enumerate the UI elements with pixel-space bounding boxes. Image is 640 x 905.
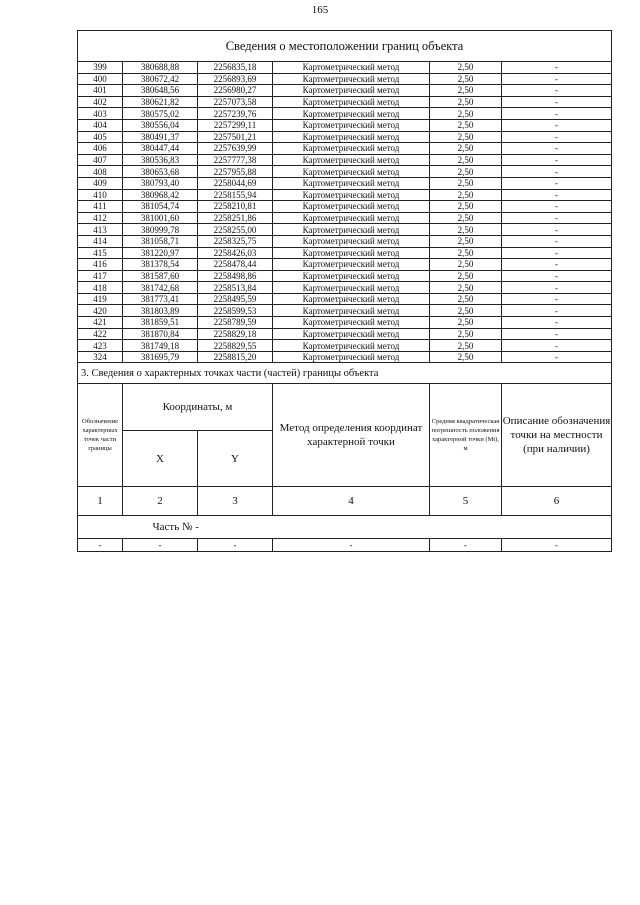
table-row [78, 351, 612, 363]
coord-y-cell: 2257501,21 [198, 131, 273, 143]
table-row [78, 131, 612, 143]
method-cell: Картометрический метод [273, 177, 430, 189]
coord-x-cell: 381749,18 [123, 340, 198, 352]
method-cell: Картометрический метод [273, 340, 430, 352]
accuracy-cell: 2,50 [430, 131, 502, 143]
accuracy-cell: 2,50 [430, 166, 502, 178]
description-cell: - [502, 305, 612, 317]
description-cell: - [502, 259, 612, 271]
table-row [78, 177, 612, 189]
table-row [78, 201, 612, 213]
description-cell: - [502, 270, 612, 282]
column-number: 2 [123, 487, 198, 516]
subsection-title: 3. Сведения о характерных точках части (частей) границы объекта [78, 363, 612, 384]
coord-y-cell: 2258498,86 [198, 270, 273, 282]
point-number-cell: 407 [78, 154, 123, 166]
table-row [78, 305, 612, 317]
point-number-cell: 420 [78, 305, 123, 317]
column-number: 4 [273, 487, 430, 516]
accuracy-cell: 2,50 [430, 119, 502, 131]
coord-x-cell: 381803,89 [123, 305, 198, 317]
column-number: 3 [198, 487, 273, 516]
point-number-cell: 406 [78, 143, 123, 155]
coord-y-cell: 2257639,99 [198, 143, 273, 155]
description-cell: - [502, 317, 612, 329]
header-coordinates: Координаты, м [123, 384, 273, 431]
description-cell: - [502, 85, 612, 97]
table-row [78, 224, 612, 236]
description-cell: - [502, 293, 612, 305]
coord-y-cell: 2258251,86 [198, 212, 273, 224]
point-number-cell: 411 [78, 201, 123, 213]
table-row [78, 73, 612, 85]
column-number-row [78, 487, 612, 516]
point-number-cell: 408 [78, 166, 123, 178]
description-cell: - [502, 351, 612, 363]
point-number-cell: 404 [78, 119, 123, 131]
column-number: 6 [502, 487, 612, 516]
table-row [78, 212, 612, 224]
header-point-designation: Обозначение характерных точек части границы [78, 384, 123, 487]
dash-cell: - [502, 539, 612, 552]
coord-x-cell: 380688,88 [123, 62, 198, 74]
method-cell: Картометрический метод [273, 351, 430, 363]
method-cell: Картометрический метод [273, 119, 430, 131]
description-cell: - [502, 96, 612, 108]
description-cell: - [502, 73, 612, 85]
method-cell: Картометрический метод [273, 154, 430, 166]
description-cell: - [502, 143, 612, 155]
coord-y-cell: 2257073,58 [198, 96, 273, 108]
description-cell: - [502, 131, 612, 143]
coord-y-cell: 2257955,88 [198, 166, 273, 178]
point-number-cell: 400 [78, 73, 123, 85]
accuracy-cell: 2,50 [430, 235, 502, 247]
coord-y-cell: 2257239,76 [198, 108, 273, 120]
section-title-row [78, 31, 612, 62]
dash-cell: - [78, 539, 123, 552]
coord-x-cell: 381378,54 [123, 259, 198, 271]
accuracy-cell: 2,50 [430, 340, 502, 352]
description-cell: - [502, 62, 612, 74]
boundary-table [77, 30, 612, 552]
table-row [78, 317, 612, 329]
method-cell: Картометрический метод [273, 96, 430, 108]
coord-y-cell: 2258495,59 [198, 293, 273, 305]
accuracy-cell: 2,50 [430, 293, 502, 305]
table-row [78, 96, 612, 108]
table-row [78, 293, 612, 305]
header-x: X [123, 431, 198, 487]
point-number-cell: 402 [78, 96, 123, 108]
table-row [78, 189, 612, 201]
coord-y-cell: 2258789,59 [198, 317, 273, 329]
coord-x-cell: 381695,79 [123, 351, 198, 363]
description-cell: - [502, 119, 612, 131]
point-number-cell: 403 [78, 108, 123, 120]
table-row [78, 143, 612, 155]
coord-y-cell: 2258829,55 [198, 340, 273, 352]
method-cell: Картометрический метод [273, 317, 430, 329]
coord-y-cell: 2256835,18 [198, 62, 273, 74]
accuracy-cell: 2,50 [430, 73, 502, 85]
accuracy-cell: 2,50 [430, 328, 502, 340]
table-row [78, 85, 612, 97]
coord-x-cell: 380672,42 [123, 73, 198, 85]
accuracy-cell: 2,50 [430, 154, 502, 166]
coord-y-cell: 2258044,69 [198, 177, 273, 189]
point-number-cell: 405 [78, 131, 123, 143]
table-row [78, 247, 612, 259]
coord-x-cell: 380653,68 [123, 166, 198, 178]
method-cell: Картометрический метод [273, 282, 430, 294]
description-cell: - [502, 235, 612, 247]
method-cell: Картометрический метод [273, 73, 430, 85]
point-number-cell: 415 [78, 247, 123, 259]
coord-y-cell: 2257777,38 [198, 154, 273, 166]
coord-y-cell: 2258426,03 [198, 247, 273, 259]
point-number-cell: 414 [78, 235, 123, 247]
dash-cell: - [430, 539, 502, 552]
point-number-cell: 401 [78, 85, 123, 97]
description-cell: - [502, 177, 612, 189]
method-cell: Картометрический метод [273, 247, 430, 259]
point-number-cell: 422 [78, 328, 123, 340]
description-cell: - [502, 154, 612, 166]
table-row [78, 235, 612, 247]
dash-row [78, 539, 612, 552]
coord-x-cell: 381870,84 [123, 328, 198, 340]
header-accuracy: Средняя квадратическая погрешность положения характерной точки (Мt), м [430, 384, 502, 487]
method-cell: Картометрический метод [273, 108, 430, 120]
section-title: Сведения о местоположении границ объекта [78, 31, 612, 62]
accuracy-cell: 2,50 [430, 62, 502, 74]
coord-x-cell: 381220,97 [123, 247, 198, 259]
point-number-cell: 418 [78, 282, 123, 294]
description-cell: - [502, 201, 612, 213]
coord-x-cell: 380968,42 [123, 189, 198, 201]
coord-x-cell: 381773,41 [123, 293, 198, 305]
coord-x-cell: 380556,04 [123, 119, 198, 131]
method-cell: Картометрический метод [273, 201, 430, 213]
accuracy-cell: 2,50 [430, 189, 502, 201]
accuracy-cell: 2,50 [430, 201, 502, 213]
coord-x-cell: 381054,74 [123, 201, 198, 213]
coord-y-cell: 2256980,27 [198, 85, 273, 97]
point-number-cell: 399 [78, 62, 123, 74]
coord-x-cell: 381859,51 [123, 317, 198, 329]
part-label: Часть № - [123, 516, 612, 539]
accuracy-cell: 2,50 [430, 212, 502, 224]
coord-x-cell: 380575,02 [123, 108, 198, 120]
point-number-cell: 419 [78, 293, 123, 305]
coord-x-cell: 381742,68 [123, 282, 198, 294]
coord-x-cell: 381058,71 [123, 235, 198, 247]
coord-x-cell: 381587,60 [123, 270, 198, 282]
table-row [78, 328, 612, 340]
table-row [78, 259, 612, 271]
header-y: Y [198, 431, 273, 487]
point-number-cell: 421 [78, 317, 123, 329]
coord-y-cell: 2258325,75 [198, 235, 273, 247]
coord-y-cell: 2258255,00 [198, 224, 273, 236]
coord-x-cell: 380999,78 [123, 224, 198, 236]
coord-y-cell: 2258210,81 [198, 201, 273, 213]
description-cell: - [502, 108, 612, 120]
description-cell: - [502, 189, 612, 201]
accuracy-cell: 2,50 [430, 317, 502, 329]
accuracy-cell: 2,50 [430, 85, 502, 97]
coord-x-cell: 380621,82 [123, 96, 198, 108]
point-number-cell: 417 [78, 270, 123, 282]
method-cell: Картометрический метод [273, 270, 430, 282]
header-method: Метод определения координат характерной точки [273, 384, 430, 487]
description-cell: - [502, 282, 612, 294]
description-cell: - [502, 328, 612, 340]
coord-y-cell: 2258155,94 [198, 189, 273, 201]
header-row-1 [78, 384, 612, 431]
dash-cell: - [273, 539, 430, 552]
point-number-cell: 416 [78, 259, 123, 271]
table-row [78, 282, 612, 294]
point-number-cell: 423 [78, 340, 123, 352]
method-cell: Картометрический метод [273, 212, 430, 224]
description-cell: - [502, 224, 612, 236]
method-cell: Картометрический метод [273, 224, 430, 236]
method-cell: Картометрический метод [273, 293, 430, 305]
coord-y-cell: 2258513,84 [198, 282, 273, 294]
accuracy-cell: 2,50 [430, 282, 502, 294]
coord-y-cell: 2258829,18 [198, 328, 273, 340]
coord-y-cell: 2258478,44 [198, 259, 273, 271]
table-row [78, 62, 612, 74]
method-cell: Картометрический метод [273, 189, 430, 201]
method-cell: Картометрический метод [273, 305, 430, 317]
coord-y-cell: 2257299,11 [198, 119, 273, 131]
subsection-title-row [78, 363, 612, 384]
method-cell: Картометрический метод [273, 62, 430, 74]
coord-x-cell: 380491,37 [123, 131, 198, 143]
point-number-cell: 410 [78, 189, 123, 201]
accuracy-cell: 2,50 [430, 108, 502, 120]
table-row [78, 166, 612, 178]
accuracy-cell: 2,50 [430, 96, 502, 108]
method-cell: Картометрический метод [273, 235, 430, 247]
method-cell: Картометрический метод [273, 259, 430, 271]
coord-x-cell: 380447,44 [123, 143, 198, 155]
accuracy-cell: 2,50 [430, 351, 502, 363]
header-description: Описание обозначения точки на местности (при наличии) [502, 384, 612, 487]
coord-y-cell: 2258599,53 [198, 305, 273, 317]
point-number-cell: 324 [78, 351, 123, 363]
column-number: 1 [78, 487, 123, 516]
part-row [78, 516, 612, 539]
coord-y-cell: 2256893,69 [198, 73, 273, 85]
coord-x-cell: 380536,83 [123, 154, 198, 166]
method-cell: Картометрический метод [273, 328, 430, 340]
dash-cell: - [123, 539, 198, 552]
table-row [78, 108, 612, 120]
accuracy-cell: 2,50 [430, 143, 502, 155]
accuracy-cell: 2,50 [430, 305, 502, 317]
description-cell: - [502, 340, 612, 352]
point-number-cell: 412 [78, 212, 123, 224]
coord-x-cell: 381001,60 [123, 212, 198, 224]
accuracy-cell: 2,50 [430, 224, 502, 236]
method-cell: Картометрический метод [273, 131, 430, 143]
point-number-cell: 413 [78, 224, 123, 236]
description-cell: - [502, 166, 612, 178]
table-row [78, 340, 612, 352]
accuracy-cell: 2,50 [430, 259, 502, 271]
accuracy-cell: 2,50 [430, 177, 502, 189]
coord-x-cell: 380793,40 [123, 177, 198, 189]
coord-y-cell: 2258815,20 [198, 351, 273, 363]
table-row [78, 270, 612, 282]
coord-x-cell: 380648,56 [123, 85, 198, 97]
method-cell: Картометрический метод [273, 143, 430, 155]
accuracy-cell: 2,50 [430, 247, 502, 259]
method-cell: Картометрический метод [273, 85, 430, 97]
column-number: 5 [430, 487, 502, 516]
dash-cell: - [198, 539, 273, 552]
point-number-cell: 409 [78, 177, 123, 189]
method-cell: Картометрический метод [273, 166, 430, 178]
table-row [78, 154, 612, 166]
table-row [78, 119, 612, 131]
description-cell: - [502, 247, 612, 259]
accuracy-cell: 2,50 [430, 270, 502, 282]
description-cell: - [502, 212, 612, 224]
page-number: 165 [311, 4, 329, 16]
